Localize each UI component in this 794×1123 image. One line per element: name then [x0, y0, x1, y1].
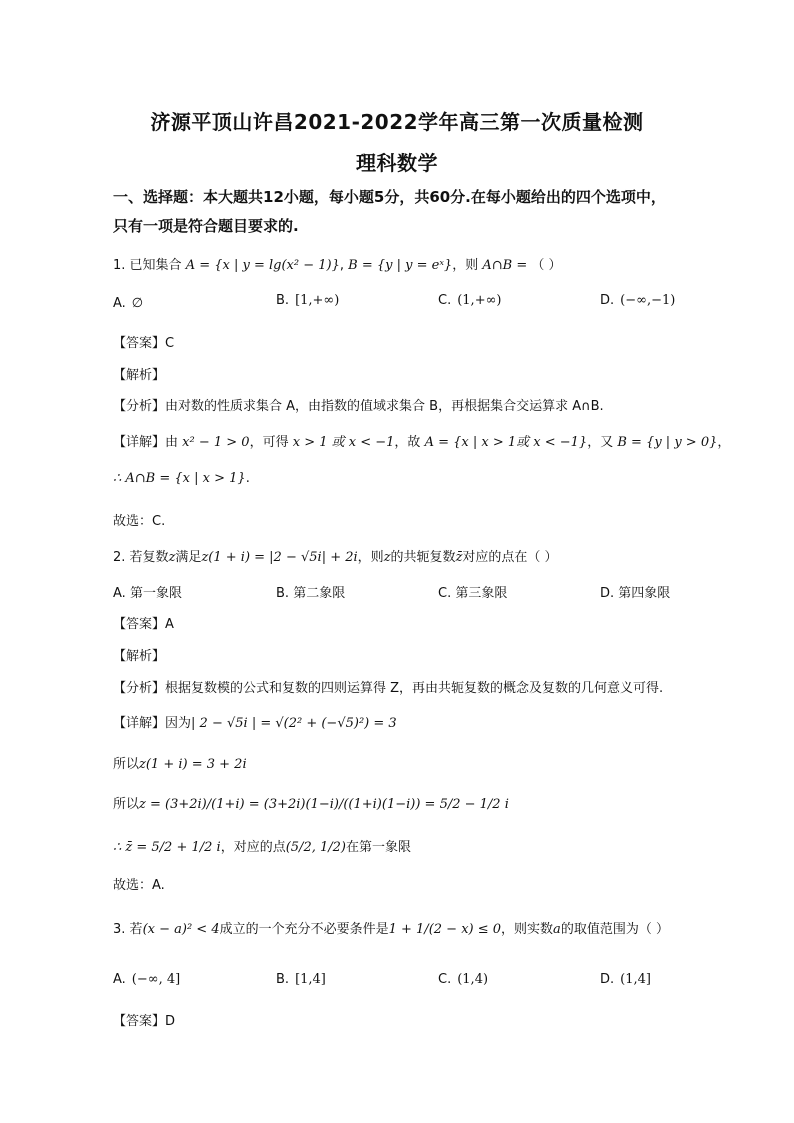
q2-option-d: [600, 582, 670, 601]
math-equation: z(1 + i) = 3 + 2i: [139, 757, 247, 772]
math-inequality: x > 1 或 x < −1: [292, 435, 395, 450]
math-set-a: A = {x | x > 1或 x < −1}: [424, 435, 588, 450]
text: ，则: [357, 550, 384, 565]
q2-option-c: [438, 582, 507, 601]
q1-detail-line2: [113, 471, 250, 486]
option-value: (1,4]: [620, 972, 651, 987]
answer-value: C: [165, 336, 175, 351]
q1-detail-line1: [113, 431, 730, 450]
option-value: (1,+∞): [457, 293, 502, 308]
fenxi-tag: 【分析】: [113, 399, 166, 414]
option-label: A.: [113, 296, 126, 311]
q1-stem-end: （ ）: [531, 258, 562, 273]
math-equation: z(1 + i) = |2 − √5i| + 2i: [201, 550, 358, 565]
xiangjie-tag: 【详解】: [113, 716, 166, 731]
option-label: B.: [276, 972, 290, 987]
math-modulus: | 2 − √5i | = √(2² + (−√5)²) = 3: [191, 716, 397, 731]
math-result: ∴ A∩B = {x | x > 1}: [113, 471, 246, 486]
text: ，可得: [249, 435, 289, 450]
text: 若: [129, 922, 143, 937]
text: 在第一象限: [345, 840, 411, 855]
math-var: z: [168, 550, 176, 565]
q1-stem-pre: 已知集合: [129, 258, 182, 273]
q2-detail-line4: [113, 836, 411, 855]
option-label: A.: [113, 586, 126, 601]
q2-option-b: [276, 582, 345, 601]
option-value: 第四象限: [618, 586, 671, 601]
math-set-b: B = {y | y > 0}: [617, 435, 718, 450]
option-value: [1,+∞): [295, 293, 340, 308]
option-label: C.: [438, 586, 452, 601]
option-value: 第二象限: [293, 586, 346, 601]
text: ，又: [587, 435, 614, 450]
text: 所以: [113, 797, 140, 812]
answer-tag: 【答案】: [113, 1014, 166, 1029]
option-value: (−∞,−1): [620, 293, 676, 308]
q1-option-c: [438, 293, 502, 308]
q3-option-a: [113, 972, 180, 987]
option-label: C.: [438, 293, 452, 308]
document-subtitle: 理科数学: [356, 151, 438, 175]
option-label: D.: [600, 293, 615, 308]
q2-conclusion: 故选：A.: [113, 878, 165, 893]
q3-answer: [113, 1010, 175, 1029]
fenxi-text: 根据复数模的公式和复数的四则运算得 Z，再由共轭复数的概念及复数的几何意义可得.: [165, 681, 664, 696]
option-label: D.: [600, 972, 615, 987]
fenxi-tag: 【分析】: [113, 681, 166, 696]
option-label: B.: [276, 586, 290, 601]
text: ，: [717, 435, 731, 450]
text: 满足: [175, 550, 202, 565]
q2-fenxi: [113, 677, 663, 696]
q2-answer: [113, 613, 174, 632]
text: 的共轭复数: [390, 550, 456, 565]
q3-option-c: [438, 972, 488, 987]
q1-option-b: [276, 293, 339, 308]
answer-tag: 【答案】: [113, 336, 166, 351]
text: 对应的点在（ ）: [462, 550, 558, 565]
q1-a-cap-b: A∩B =: [482, 258, 528, 273]
xiangjie-tag: 【详解】: [113, 435, 166, 450]
fenxi-text: 由对数的性质求集合 A，由指数的值域求集合 B，再根据集合交运算求 A∩B.: [165, 399, 604, 414]
text: .: [245, 471, 250, 486]
text: 所以: [113, 757, 140, 772]
answer-value: D: [165, 1014, 176, 1029]
document-title: 济源平顶山许昌2021-2022学年高三第一次质量检测: [150, 110, 644, 134]
option-label: B.: [276, 293, 290, 308]
q1-analysis-tag: 【解析】: [113, 368, 166, 383]
text: 的取值范围为（ ）: [560, 922, 669, 937]
q1-stem: 1. 已知集合 A = {x | y = lg(x² − 1)}, B = {y | y = eˣ}，则 A∩B = （ ）: [113, 258, 562, 273]
math-inequality: 1 + 1/(2 − x) ≤ 0: [388, 922, 502, 937]
q3-number: 3.: [113, 922, 126, 937]
text: 若复数: [129, 550, 169, 565]
option-label: A.: [113, 972, 126, 987]
answer-value: A: [165, 617, 174, 632]
math-inequality: (x − a)² < 4: [142, 922, 220, 937]
q2-detail-line1: [113, 712, 397, 731]
option-value: 第三象限: [455, 586, 508, 601]
option-label: D.: [600, 586, 615, 601]
math-fraction-equation: z = (3+2i)/(1+i) = (3+2i)(1−i)/((1+i)(1−i)) = 5/2 − 1/2 i: [139, 797, 509, 812]
option-value: (1,4): [457, 972, 489, 987]
q1-set-b: B = {y | y = eˣ}: [348, 258, 453, 273]
q1-conclusion: 故选：C.: [113, 514, 166, 529]
q1-fenxi: [113, 395, 604, 414]
answer-tag: 【答案】: [113, 617, 166, 632]
q1-stem-post: ，则: [452, 258, 479, 273]
math-conjugate: ∴ z̄ = 5/2 + 1/2 i: [113, 840, 221, 855]
q1-option-a: [113, 296, 143, 311]
math-var: z̄: [455, 550, 463, 565]
math-var: a: [553, 922, 561, 937]
text: 成立的一个充分不必要条件是: [219, 922, 389, 937]
q2-detail-line3: [113, 793, 509, 812]
text: ，则实数: [501, 922, 554, 937]
option-value: [1,4]: [295, 972, 326, 987]
q1-set-a: A = {x | y = lg(x² − 1)}: [185, 258, 340, 273]
q2-stem: [113, 546, 558, 565]
option-value: (−∞, 4]: [131, 972, 181, 987]
option-value: 第一象限: [129, 586, 182, 601]
text: 因为: [165, 716, 192, 731]
text: ，故: [394, 435, 421, 450]
q1-option-d: [600, 293, 675, 308]
q1-number: 1.: [113, 258, 126, 273]
text: ，对应的点: [220, 840, 286, 855]
q2-option-a: [113, 582, 182, 601]
math-var: z: [383, 550, 391, 565]
q2-analysis-tag: 【解析】: [113, 649, 166, 664]
q3-option-b: [276, 972, 326, 987]
option-label: C.: [438, 972, 452, 987]
q1-answer: [113, 332, 174, 351]
section-header-line1: 一、选择题：本大题共12小题，每小题5分，共60分.在每小题给出的四个选项中，: [113, 188, 666, 206]
q2-number: 2.: [113, 550, 126, 565]
section-header-line2: 只有一项是符合题目要求的.: [113, 217, 299, 235]
option-value: ∅: [131, 296, 144, 311]
math-point: (5/2, 1/2): [285, 840, 346, 855]
q3-stem: [113, 918, 669, 937]
math-inequality: x² − 1 > 0: [182, 435, 250, 450]
text: 由: [165, 435, 179, 450]
q2-detail-line2: [113, 753, 247, 772]
q3-option-d: [600, 972, 651, 987]
